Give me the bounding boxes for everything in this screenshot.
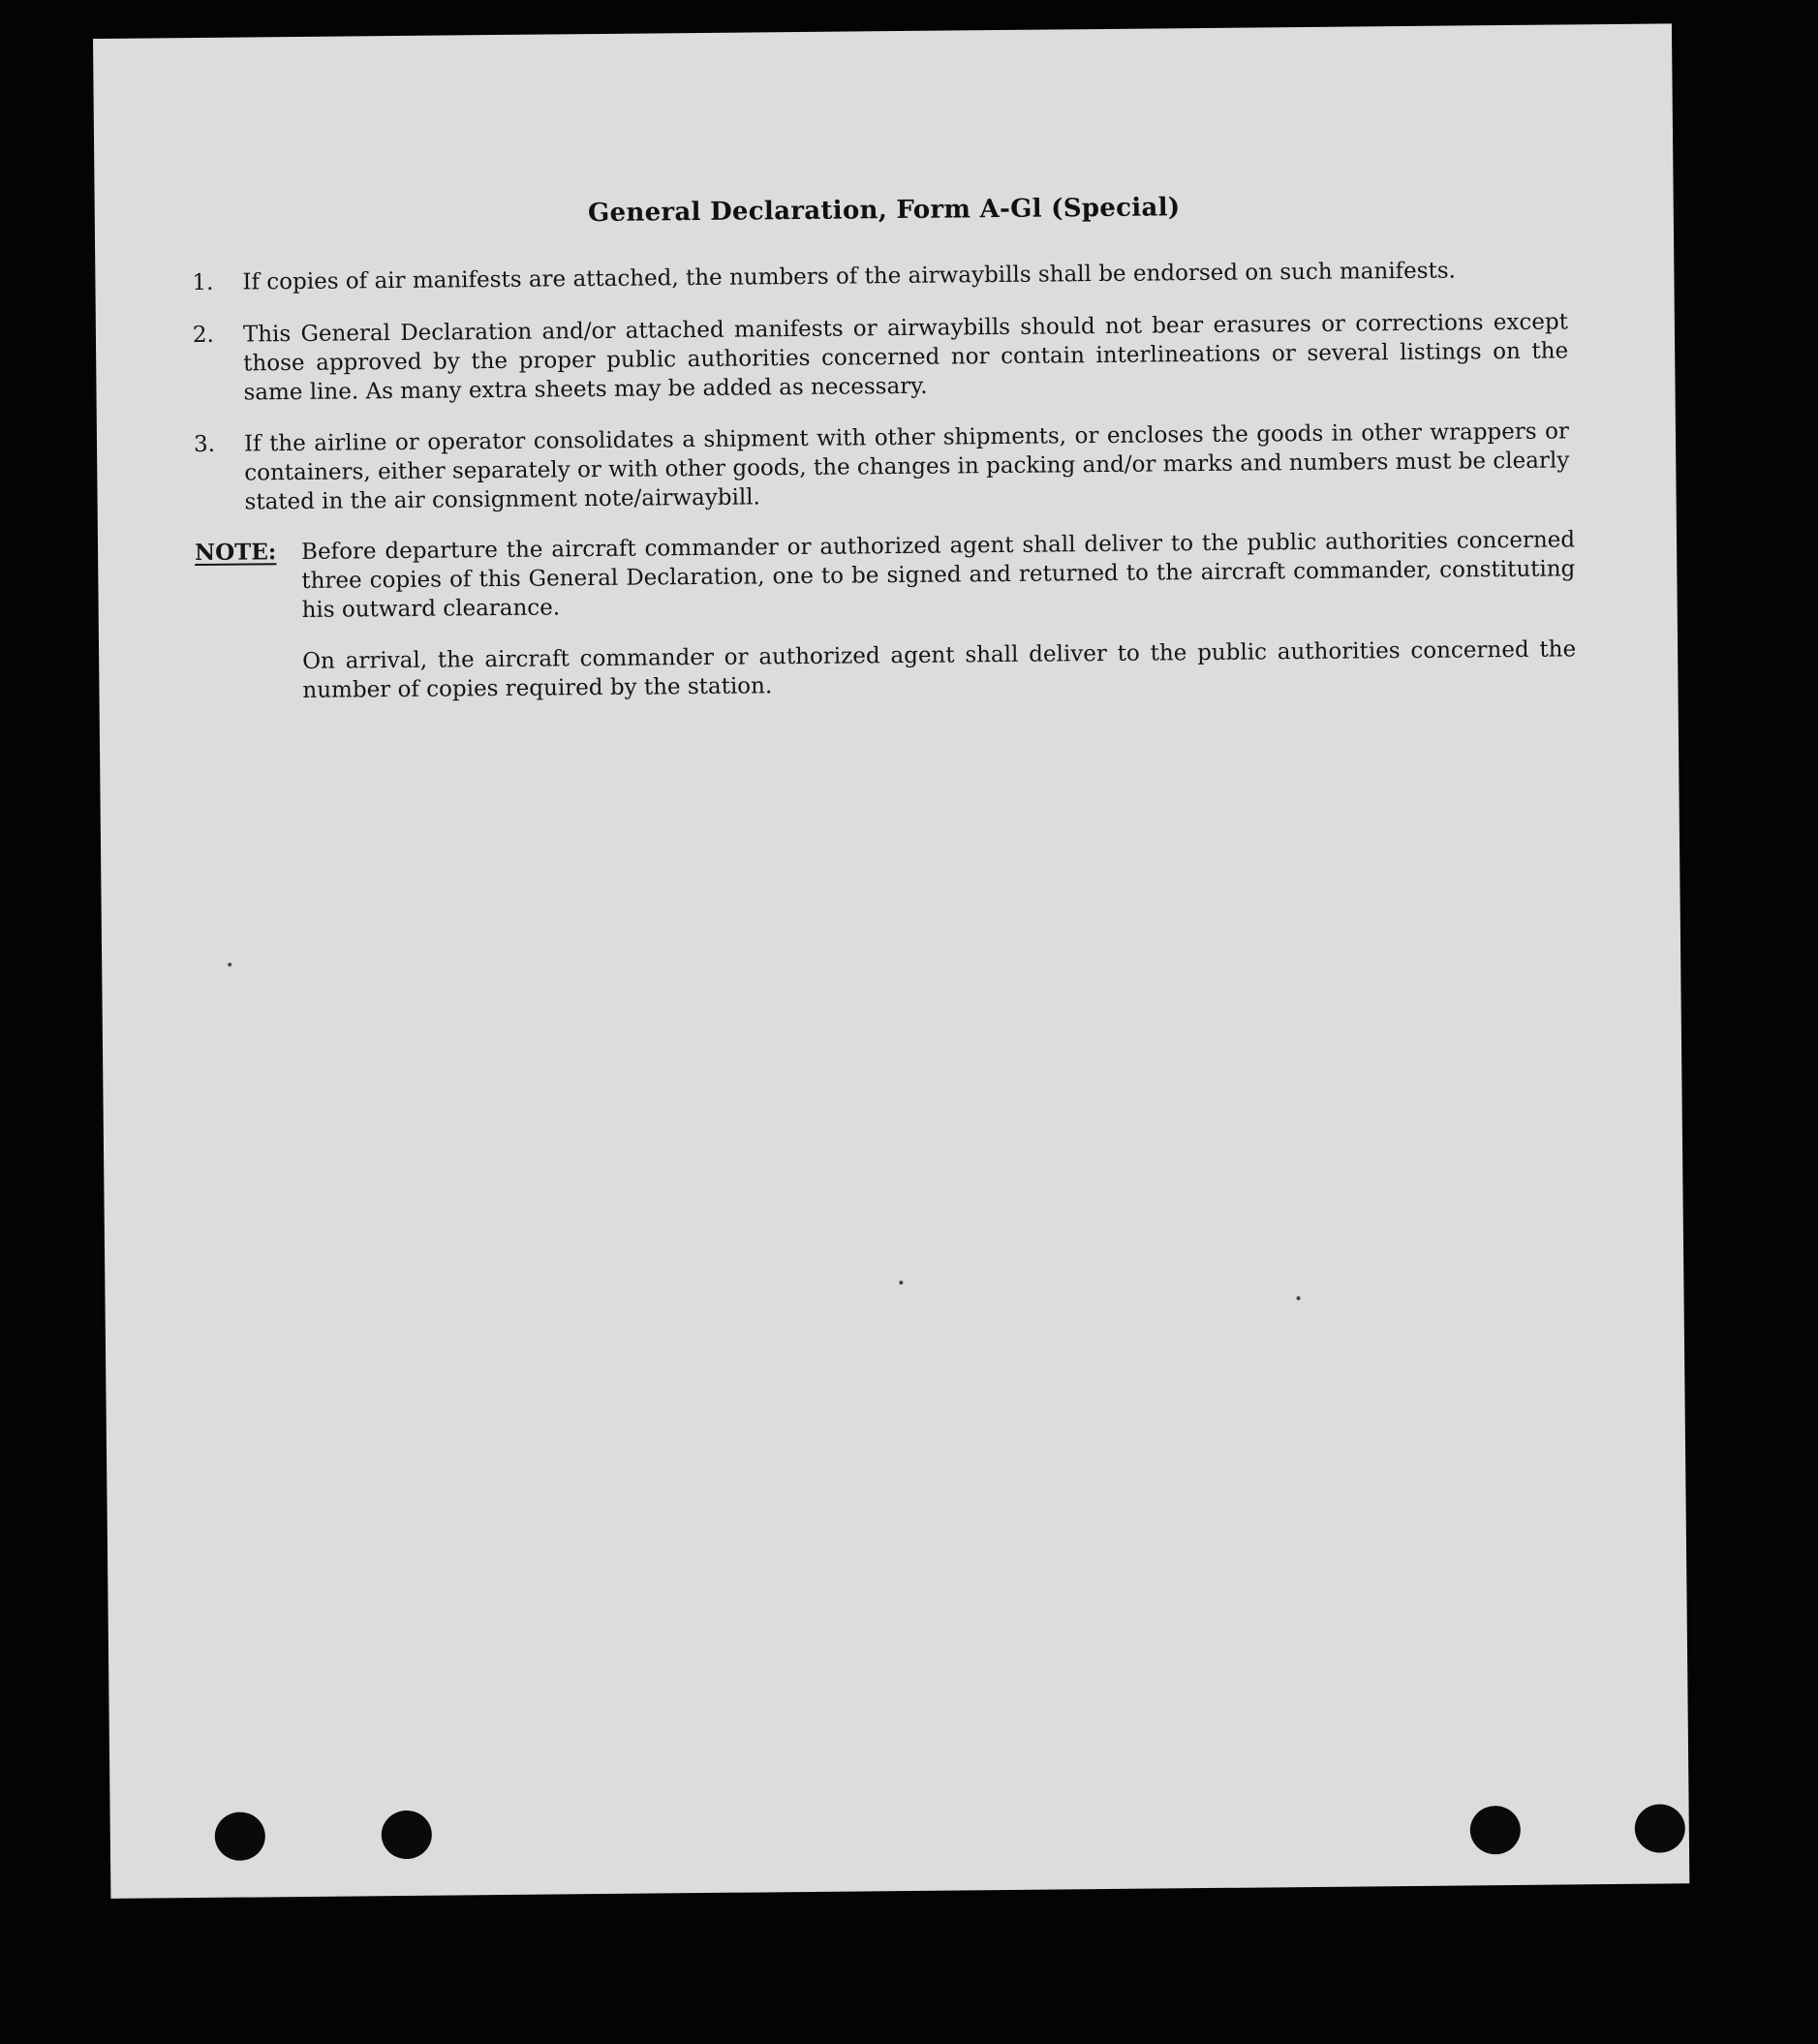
- punch-hole: [215, 1812, 265, 1860]
- note-block: [195, 525, 1576, 626]
- document-title: General Declaration, Form A-Gl (Special): [587, 193, 1181, 229]
- note-paragraph-1: Before departure the aircraft commander or authorized agent shall deliver to the public authorities concerned three copies of this General Declaration, one to be signed and returned to the aircraft commander, constituting his outward clearance.: [300, 527, 1576, 623]
- document-page: [93, 23, 1689, 1899]
- instruction-item-2: [193, 307, 1569, 408]
- punch-hole: [1470, 1806, 1521, 1854]
- item-number: 3.: [193, 431, 216, 458]
- punch-hole: [382, 1811, 432, 1859]
- instruction-item-3: [194, 417, 1570, 517]
- item-number: 2.: [192, 322, 215, 349]
- instruction-item-1: [192, 255, 1567, 297]
- item-text: This General Declaration and/or attached manifests or airwaybills should not bear erasures or corrections except those approved by the proper public authorities concerned nor contain interlineations or several listings on the same line. As many extra sheets may be added as necessary.: [242, 309, 1569, 406]
- item-number: 1.: [192, 269, 214, 296]
- item-text: If the airline or operator consolidates a shipment with other shipments, or encloses the goods in other wrappers or containers, either separately or with other goods, the changes in packing and/or marks and numbers must be clearly stated in the air consignment note/airwaybill.: [243, 418, 1570, 515]
- note-label: NOTE:: [194, 539, 277, 567]
- note-paragraph-2: On arrival, the aircraft commander or authorized agent shall deliver to the public authorities concerned the number of copies required by the station.: [302, 636, 1577, 703]
- item-text: If copies of air manifests are attached, the numbers of the airwaybills shall be endorsed on such manifests.: [242, 258, 1457, 295]
- paper-speck: [1297, 1296, 1301, 1300]
- paper-speck: [899, 1281, 903, 1285]
- punch-hole: [1635, 1804, 1685, 1852]
- paper-speck: [228, 963, 231, 967]
